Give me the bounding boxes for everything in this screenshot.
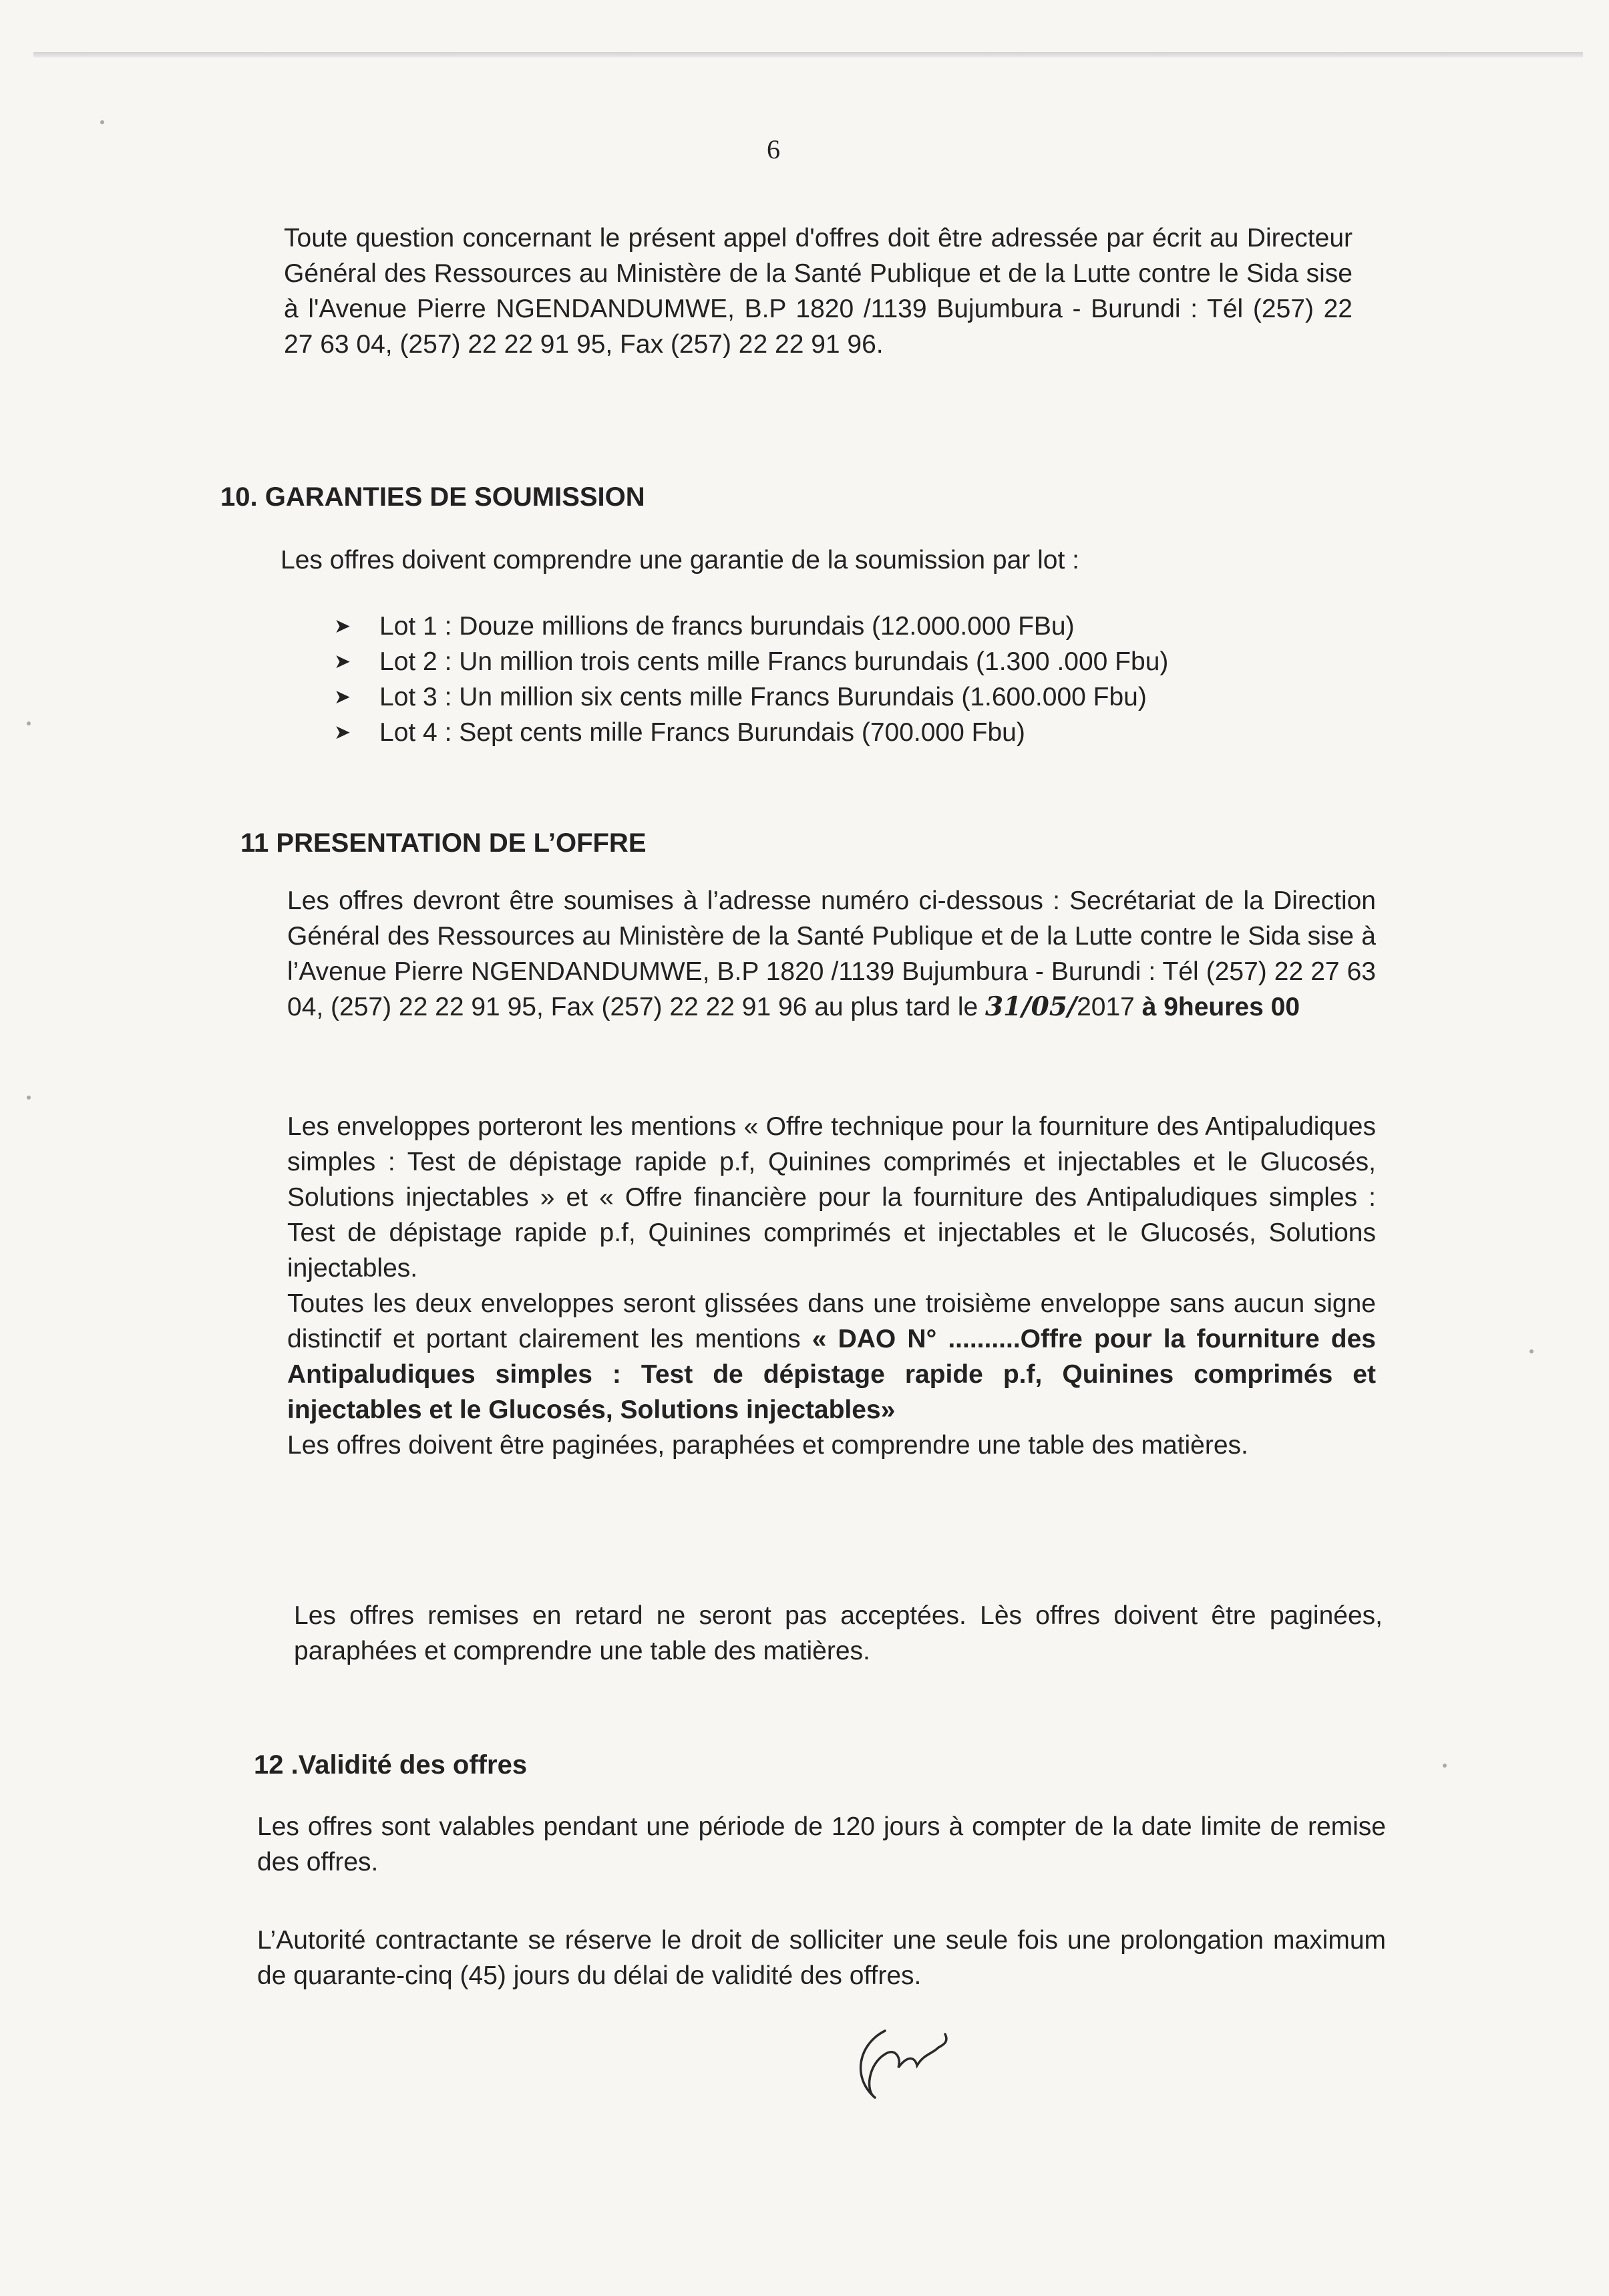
lot-3-text: Lot 3 : Un million six cents mille Francs Burundais (1.600.000 Fbu) [379, 683, 1147, 711]
section-11-late-paragraph [294, 1598, 1383, 1669]
deadline-time: à 9heures 00 [1134, 993, 1300, 1021]
validity-text: Les offres sont valables pendant une période de 120 jours à compter de la date limite de remise des offres. [257, 1812, 1386, 1876]
section-11-title: 11 PRESENTATION DE L’OFFRE [240, 828, 647, 858]
lot-2-text: Lot 2 : Un million trois cents mille Francs burundais (1.300 .000 Fbu) [379, 647, 1169, 676]
list-item [334, 609, 1168, 644]
lot-4-text: Lot 4 : Sept cents mille Francs Burundais (700.000 Fbu) [379, 718, 1025, 747]
extension-text: L’Autorité contractante se réserve le droit de solliciter une seule fois une prolongation maximum de quarante-cinq (45) jours du délai de validité des offres. [257, 1926, 1386, 1990]
third-envelope-paragraph [287, 1286, 1376, 1428]
section-11-envelopes-paragraph [287, 1109, 1376, 1463]
page-number: 6 [767, 134, 780, 164]
arrow-bullet-icon: ➤ [334, 686, 351, 708]
section-12-extension-paragraph [257, 1923, 1386, 1993]
section-12-title: 12 .Validité des offres [254, 1750, 528, 1780]
section-12-validity-paragraph [257, 1809, 1386, 1880]
list-item [334, 644, 1168, 679]
scan-speck [27, 721, 31, 725]
scan-speck [1530, 1349, 1534, 1353]
arrow-bullet-icon: ➤ [334, 721, 351, 744]
initials-signature [845, 2017, 958, 2111]
scan-speck [27, 1096, 31, 1100]
third-envelope-text: Toutes les deux enveloppes seront glissées dans une troisième enveloppe sans aucun signe distinctif et portant clairement les mentions [287, 1289, 1376, 1353]
pagination-text: Les offres doivent être paginées, paraphées et comprendre une table des matières. [287, 1431, 1248, 1460]
date-year: 2017 [1077, 993, 1135, 1021]
section-11-address-paragraph [287, 883, 1376, 1025]
third-envelope-mention: « DAO N° ..........Offre pour la fourniture des Antipaludiques simples : Test de dépistage rapide p.f, Quinines comprimés et injectables et le Glucosés, Solutions injectables» [287, 1325, 1376, 1424]
list-item [334, 715, 1168, 750]
envelopes-text: Les enveloppes porteront les mentions « Offre technique pour la fourniture des Antipaludiques simples : Test de dépistage rapide p.f, Quinines comprimés et injectables et le Glucosés, Solutions injectables » et « Offre financière pour la fourniture des Antipaludiques simples : Test de dépistage rapide p.f, Quinines comprimés et injectables et le Glucosés, Solutions injectables. [287, 1112, 1376, 1283]
arrow-bullet-icon: ➤ [334, 651, 351, 673]
section-10-intro: Les offres doivent comprendre une garantie de la soumission par lot : [281, 546, 1079, 575]
section-10-title: 10. GARANTIES DE SOUMISSION [220, 482, 645, 512]
scan-top-edge [33, 52, 1583, 57]
scan-speck [1443, 1764, 1447, 1768]
scan-speck [100, 120, 104, 124]
list-item [334, 679, 1168, 715]
intro-paragraph [284, 220, 1353, 362]
handwritten-date: 31/05/ [985, 991, 1077, 1022]
lot-1-text: Lot 1 : Douze millions de francs burundais (12.000.000 FBu) [379, 612, 1075, 641]
address-text: Les offres devront être soumises à l’adresse numéro ci-dessous : Secrétariat de la Direction Général des Ressources au Ministère de la Santé Publique et de la Lutte contre le Sida sise à l’Avenue Pierre NGENDANDUMWE, B.P 1820 /1139 Bujumbura - Burundi : Tél (257) 22 27 63 04, (257) 22 22 91 95, Fax (257) 22 22 91 96 au plus tard le [287, 886, 1376, 1021]
intro-text: Toute question concernant le présent appel d'offres doit être adressée par écrit au Directeur Général des Ressources au Ministère de la Santé Publique et de la Lutte contre le Sida sise à l'Avenue Pierre NGENDANDUMWE, B.P 1820 /1139 Bujumbura - Burundi : Tél (257) 22 27 63 04, (257) 22 22 91 95, Fax (257) 22 22 91 96. [284, 224, 1353, 359]
arrow-bullet-icon: ➤ [334, 615, 351, 637]
lot-guarantee-list [334, 609, 1168, 750]
late-text: Les offres remises en retard ne seront pas acceptées. Lès offres doivent être paginées, paraphées et comprendre une table des matières. [294, 1601, 1383, 1665]
